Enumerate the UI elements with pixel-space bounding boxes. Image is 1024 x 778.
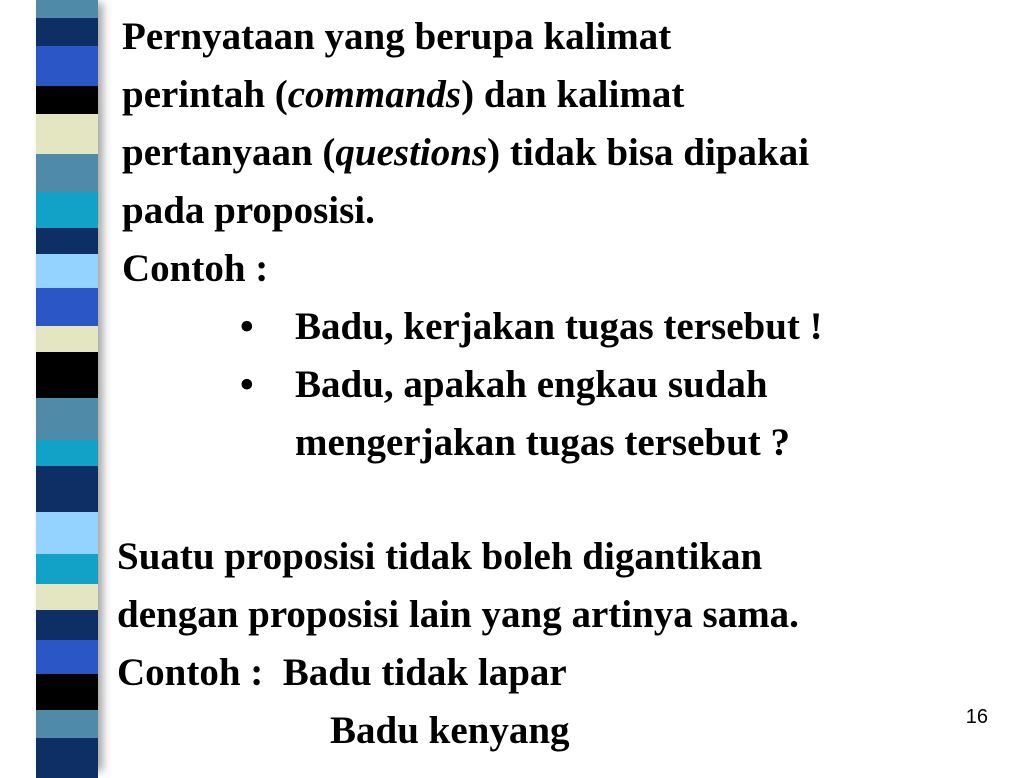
stripe-segment [36,326,98,352]
stripe-segment [36,86,98,114]
paragraph2-line2: dengan proposisi lain yang artinya sama. [117,593,799,636]
stripe-segment [36,254,98,288]
stripe-segment [36,114,98,154]
term-questions: questions [335,131,488,174]
stripe-segment [36,610,98,640]
paragraph1-line2 [122,66,823,124]
stripe-segment [36,512,98,554]
paragraph1-line3-post: ) tidak bisa dipakai [487,131,810,174]
paragraph2-line1: Suatu proposisi tidak boleh digantikan [117,535,763,578]
page-number: 16 [965,706,988,728]
stripe-segment [36,46,98,86]
stripe-segment [36,674,98,710]
stripe-segment [36,466,98,512]
statement-block [122,8,823,472]
bullet-symbol: • [240,363,254,406]
bullet-text: Badu, kerjakan tugas tersebut ! [295,305,823,348]
decorative-stripe-bar [36,0,98,768]
stripe-segment [36,154,98,192]
stripe-segment [36,554,98,584]
substitution-block [117,528,799,760]
example2-row [117,644,799,702]
stripe-segment [36,440,98,466]
stripe-segment [36,398,98,440]
paragraph1-line2-pre: perintah ( [122,73,288,116]
paragraph1-line4: pada proposisi. [122,189,375,232]
stripe-segment [36,0,98,18]
bullet-item [122,356,823,414]
stripe-segment [36,18,98,46]
example2-item: Badu kenyang [330,709,570,752]
stripe-segment [36,710,98,738]
bullet-item [122,298,823,356]
stripe-segment [36,640,98,674]
stripe-segment [36,228,98,254]
stripe-segment [36,192,98,228]
stripe-segment [36,584,98,610]
stripe-segment [36,738,98,778]
bullet-symbol: • [240,305,254,348]
bullet-continuation: mengerjakan tugas tersebut ? [295,421,791,464]
bullet-text: Badu, apakah engkau sudah [295,363,768,406]
paragraph1-line3-pre: pertanyaan ( [122,131,336,174]
stripe-segment [36,352,98,398]
term-commands: commands [287,73,462,116]
example1-label: Contoh : [122,247,269,290]
stripe-segment [36,288,98,326]
example2-label: Contoh : [117,651,264,694]
paragraph1-line1: Pernyataan yang berupa kalimat [122,15,672,58]
paragraph1-line2-post: ) dan kalimat [461,73,685,116]
example2-item: Badu tidak lapar [282,651,567,694]
paragraph1-line3 [122,124,823,182]
